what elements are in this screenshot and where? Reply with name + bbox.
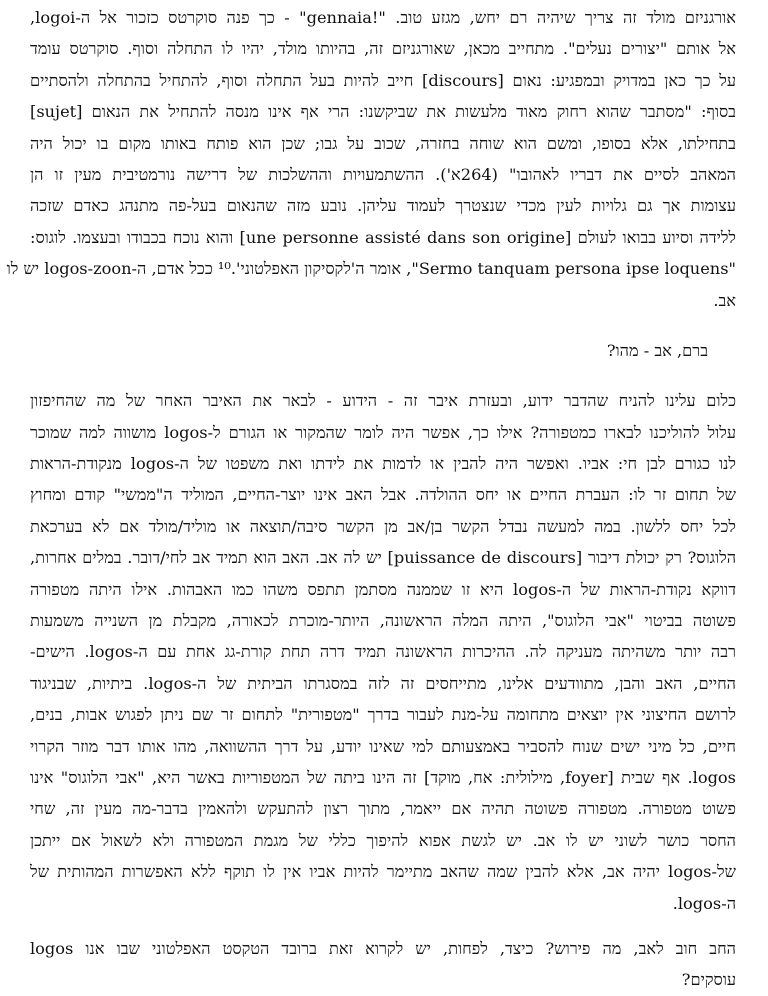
section-question: ברם, אב - מהו? [606, 340, 708, 360]
text-line: פשוטה בביטוי "אבי הלוגוס", היתה המלה הראשונה, היותר-מוכרת לכאורה, מקבלת מן השנייה משמעות [30, 611, 736, 631]
text-line: של-logos יהיה אב, אלא להבין שמה שהאב מתיימר להיות אביו אין לו תוקף ללא האפשרות המהותית של [30, 862, 736, 882]
text-line: אב. [713, 290, 736, 310]
text-line: כלום עלינו להניח שהדבר ידוע, ובעזרת איבר זה - הידוע - לבאר את האיבר האחר של מה שהחיפזון [30, 391, 736, 411]
text-line: הלוגוס? רק יכולת דיבור [puissance de discours] יש לה אב. האב הוא תמיד אב לחי/דובר. במלים אחרות, [30, 548, 737, 568]
text-line: החיים, האב והבן, מתוודעים אלינו, מתייחסים זה לזה במסגרתו הביתית של ה-logos. ביתיות, שבניגוד [30, 673, 736, 693]
text-line: בסוף: "מסתבר שהוא רחוק מאוד מלעשות את שביקשנו: הרי אף אינו מנסה להתחיל את הנאום [sujet] [30, 102, 736, 122]
text-line: לנו כגורם לבן חי: אביו. ואפשר היה להבין או לדמות את לידתו ואת משפטו של ה-logos מנקודת-הראות [30, 454, 736, 474]
text-line: המאהב לסיים את דבריו לאהובו" (264א'). ההשתמעויות וההשלכות של דרישה נורמטיבית מעין זו הן [30, 164, 736, 184]
paragraph-gap [30, 316, 736, 335]
paragraph-1 [6, 2, 736, 316]
text-line: ה-logos. [672, 893, 736, 913]
document-page [6, 2, 737, 996]
text-line: פשוט מטפורה. מטפורה פשוטה תהיה אם ייאמר, מתוך רצון להתעקש ולהאמין בדבר-מה מעין זה, שחי [30, 799, 736, 819]
text-line: של תחום זר לו: העברת החיים או יחס ההולדה. אבל האב אינו יוצר-החיים, המוליד ה"ממשי" קודם ומחוץ [30, 485, 736, 505]
text-line: בתחילתו, אלא בסופו, ומשם הוא שוחה בחזרה, שכוב על גבו; שכן הוא פותח באותו מקום בו יכול היה [30, 133, 736, 153]
text-line: החסר כושר לשוני יש לו אב. יש לגשת אפוא להיפוך כללי של מגמת המטפורה ולא לשאול אם ייתכן [30, 830, 736, 850]
paragraph-3 [30, 933, 736, 996]
text-line: עלול להוליכנו לבארו כמטפורה? אילו כך, אפשר היה לומר שהמקור או הגורם ל-logos מושווה למה שמוכר [30, 422, 736, 442]
text-line: logos. אף שבית [foyer, מילולית: אח, מוקד] זה הינו ביתה של המטפוריות באשר היא, "אבי הלוגוס" אינו [30, 767, 736, 787]
text-line: דווקא נקודת-הראות של ה-logos היא זו שממנה מסתמן תתפס משהו כמו האבהות. אילו היתה מטפורה [30, 579, 736, 599]
text-line: רבה יותר משהיתה מעניקה לה. ההיכרות הראשונה תמיד דרה תחת קורת-גג אחת עם ה-logos. הישים- [30, 642, 736, 662]
text-line: ללידה וסיוע בבואו לעולם [une personne assisté dans son origine] והוא נוכח בכבודו ובעצמו. לוגוס: [30, 227, 736, 247]
text-line: עצומות אך גם גלויות לעין מכדי שנצטרך לעמוד עליהן. נובע מזה שהנאום בעל-פה מתנהג כאדם שזכה [30, 196, 736, 216]
text-line: על כך כאן במדויק ובמפגיע: נאום [discours] חייב להיות בעל התחלה וסוף, להתחיל בהתחלה ולהסתיים [30, 70, 736, 90]
text-line: עוסקים? [681, 970, 736, 990]
text-line: לרושם החיצוני אין יוצאים מתחומה על-מנת לעבור בדרך "מטפורית" לתחום זר שם ניתן לפגוש אבות, בנים, [30, 705, 736, 725]
paragraph-gap [30, 919, 736, 933]
text-line: לכל יחס ללשון. במה למעשה נבדל הקשר בן/אב מן הקשר סיבה/תוצאה או מוליד/מולד אם לא בערכאת [30, 516, 736, 536]
text-line: חיים, כל מיני ישים שנוח להסביר באמצעותם למי שאינו יודע, על דרך ההשוואה, מהו אותו דבר מוזר הקרוי [30, 736, 736, 756]
text-line: החב חוב לאב, מה פירוש? כיצד, לפחות, יש לקרוא זאת ברובד הטקסט האפלטוני שבו אנו logos [30, 938, 736, 958]
text-line: אורגניזם מולד זה צריך שיהיה רם יחש, מגזע טוב. "!gennaia" - כך פנה סוקרטס כזכור אל ה-logoi, [30, 8, 736, 27]
paragraph-2 [30, 385, 736, 919]
text-line: אל אותם "יצורים נעלים". מתחייב מכאן, שאורגניזם זה, בהיותו מולד, יהיו לו התחלה וסוף. סוקרטס עומד [30, 39, 736, 59]
text-line: "Sermo tanquam persona ipse loquens", אומר ה'לקסיקון האפלטוני'.¹⁰ ככל אדם, ה-logos-zoon יש לו [6, 259, 736, 279]
paragraph-gap [30, 366, 736, 385]
